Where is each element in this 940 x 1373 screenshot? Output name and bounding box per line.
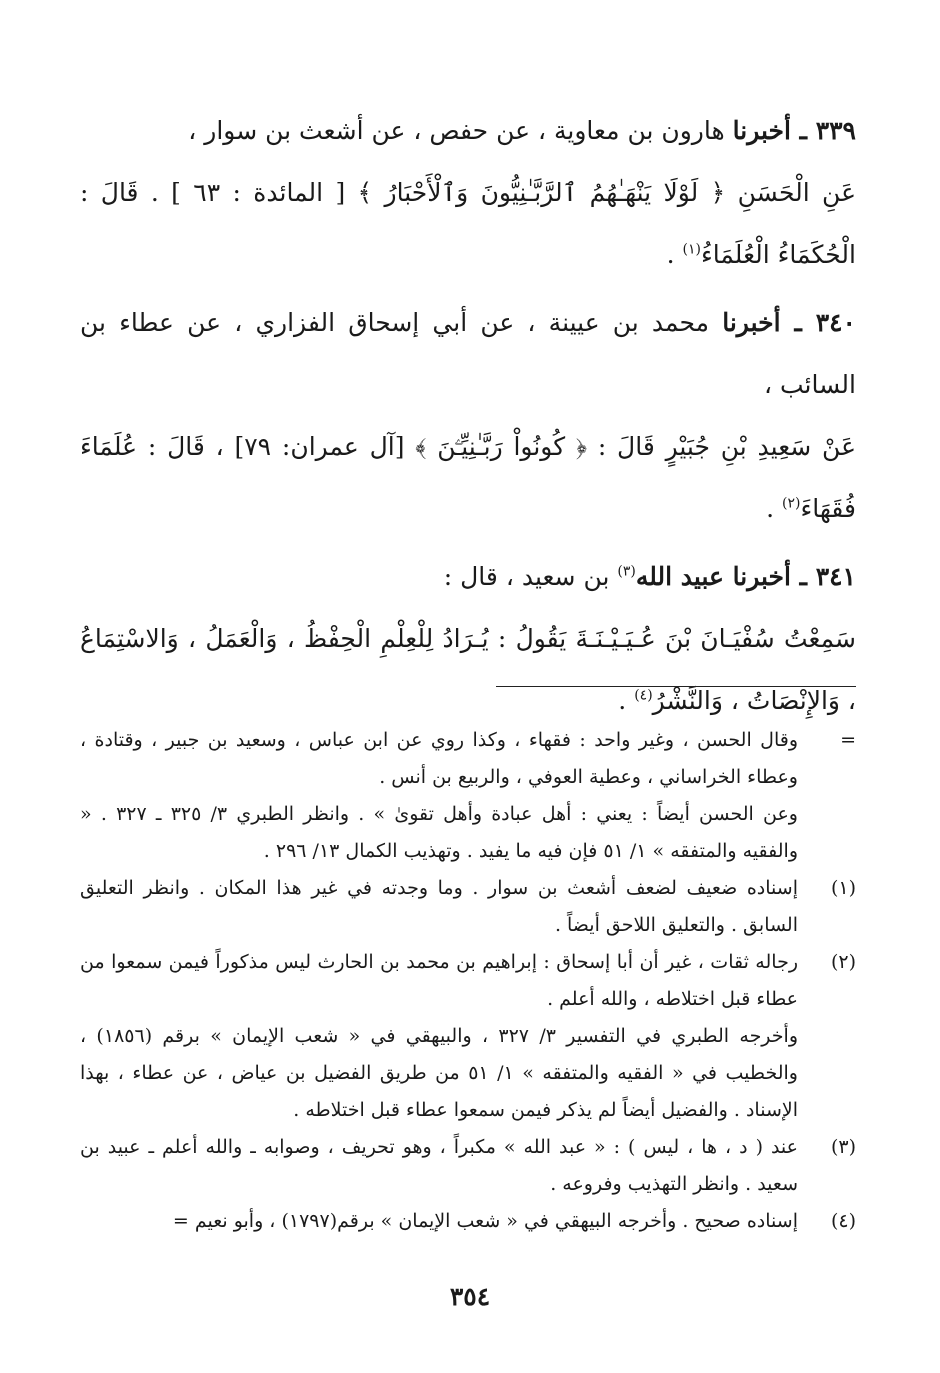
entry-keyword: أخبرنا [722, 308, 781, 337]
entry-number: ٣٤٠ [815, 308, 856, 337]
entry-text: . [766, 494, 783, 523]
footnote-body [80, 1129, 798, 1203]
footnote-marker: (٣) [830, 1136, 856, 1158]
footnote-continuation [80, 722, 856, 870]
footnote-body [80, 1203, 798, 1240]
entry-text: هارون بن معاوية ، عن حفص ، عن أشعث بن سوار ، [188, 116, 733, 145]
entry-paragraph [80, 416, 856, 540]
entry-paragraph [80, 608, 856, 732]
entry-dash: ـ [790, 116, 816, 145]
footnote-text: وعن الحسن أيضاً : يعني : أهل عبادة وأهل تقوىٰ » . وانظر الطبري ٣/ ٣٢٥ ـ ٣٢٧ . « والفقيه والمتفقه » ١/ ٥١ فإن فيه ما يفيد . وتهذيب الكمال ١٣/ ٢٩٦ . [80, 803, 798, 862]
entry-keyword: أخبرنا [732, 116, 791, 145]
entry-text: بن سعيد ، قال : [443, 562, 618, 591]
footnote-text: وقال الحسن ، وغير واحد : فقهاء ، وكذا روي عن ابن عباس ، وسعيد بن جبير ، وقتادة ، وعطاء الخراساني ، وعطية العوفي ، والربيع بن أنس . [80, 729, 798, 788]
footnote-marker: (١) [830, 877, 856, 899]
footnote-2 [80, 944, 856, 1129]
entry-dash: ـ [780, 308, 816, 337]
entry-text: سَمِعْتُ سُفْيَـانَ بْنَ عُـيَـيْـنَـةَ يَقُولُ : يُـرَادُ لِلْعِلْمِ الْحِفْظُ ، وَالْعَمَلُ ، وَالاسْتِمَاعُ ، وَالإِنْصَاتُ ، وَالنَّشْرُ [80, 624, 856, 715]
footnote-text: عند ( د ، ها ، ليس ) : « عبد الله » مكبراً ، وهو تحريف ، وصوابه ـ والله أعلم ـ عبيد بن سعيد . وانظر التهذيب وفروعه . [80, 1136, 798, 1195]
entry-text: عَنْ سَعِيدِ بْنِ جُبَيْرٍ قَالَ : ﴿ كُونُواْ رَبَّـٰنِيِّـۧنَ ﴾ [آل عمران: ٧٩] ، قَالَ : عُلَمَاءَ فُقَهَاءَ [80, 432, 856, 523]
entry-text: . [666, 240, 683, 269]
entry-text: محمد بن عيينة ، عن أبي إسحاق الفزاري ، عن عطاء بن السائب ، [80, 308, 856, 399]
entry-339 [80, 100, 856, 286]
entry-paragraph [80, 162, 856, 286]
entry-text: . [618, 686, 635, 715]
footnote-text: إسناده ضعيف لضعف أشعث بن سوار . وما وجدته في غير هذا المكان . وانظر التعليق السابق . والتعليق اللاحق أيضاً . [80, 877, 798, 936]
entry-dash: ـ [790, 562, 816, 591]
entry-keyword: أخبرنا [732, 562, 791, 591]
page-number: ٣٥٤ [449, 1282, 491, 1311]
main-text [80, 100, 856, 732]
footnote-4 [80, 1203, 856, 1240]
entry-paragraph [80, 100, 856, 162]
footnote-text: وأخرجه الطبري في التفسير ٣/ ٣٢٧ ، والبيهقي في « شعب الإيمان » برقم (١٨٥٦) ، والخطيب في « الفقيه والمتفقه » ١/ ٥١ من طريق الفضيل بن عياض ، عن عطاء ، بهذا الإسناد . والفضيل أيضاً لم يذكر فيمن سمعوا عطاء قبل اختلاطه . [80, 1025, 798, 1121]
footnote-marker: (٢) [830, 951, 856, 973]
footnote-marker: = [840, 729, 856, 751]
footnote-text: رجاله ثقات ، غير أن أبا إسحاق : إبراهيم بن محمد بن الحارث ليس مذكوراً فيمن سمعوا من عطاء قبل اختلاطه ، والله أعلم . [80, 951, 798, 1010]
footnote-text: إسناده صحيح . وأخرجه البيهقي في « شعب الإيمان » برقم(١٧٩٧) ، وأبو نعيم = [172, 1210, 798, 1232]
entry-text: عَنِ الْحَسَنِ ﴿ لَوْلَا يَنْهَـٰهُمُ ٱلرَّبَّـٰنِيُّونَ وَٱلْأَحْبَارُ ﴾ [ المائدة : ٦٣ ] . قَالَ : الْحُكَمَاءُ الْعُلَمَاءُ [80, 178, 856, 269]
footnote-marker: (٤) [830, 1210, 856, 1232]
footnote-1 [80, 870, 856, 944]
footnotes [80, 722, 856, 1240]
footnote-body [80, 870, 798, 944]
entry-number: ٣٣٩ [815, 116, 856, 145]
footnote-3 [80, 1129, 856, 1203]
entry-number: ٣٤١ [815, 562, 856, 591]
entry-paragraph [80, 292, 856, 416]
footnote-body [80, 722, 798, 870]
entry-341 [80, 546, 856, 732]
footnote-ref: (٣) [617, 563, 636, 580]
entry-text: عبيد الله [635, 562, 733, 591]
entry-340 [80, 292, 856, 540]
footnote-ref: (١) [682, 241, 701, 258]
footnote-divider [496, 686, 856, 687]
footnote-ref: (٢) [782, 495, 801, 512]
entry-paragraph [80, 546, 856, 608]
footnote-body [80, 944, 798, 1129]
footnote-ref: (٤) [634, 687, 653, 704]
